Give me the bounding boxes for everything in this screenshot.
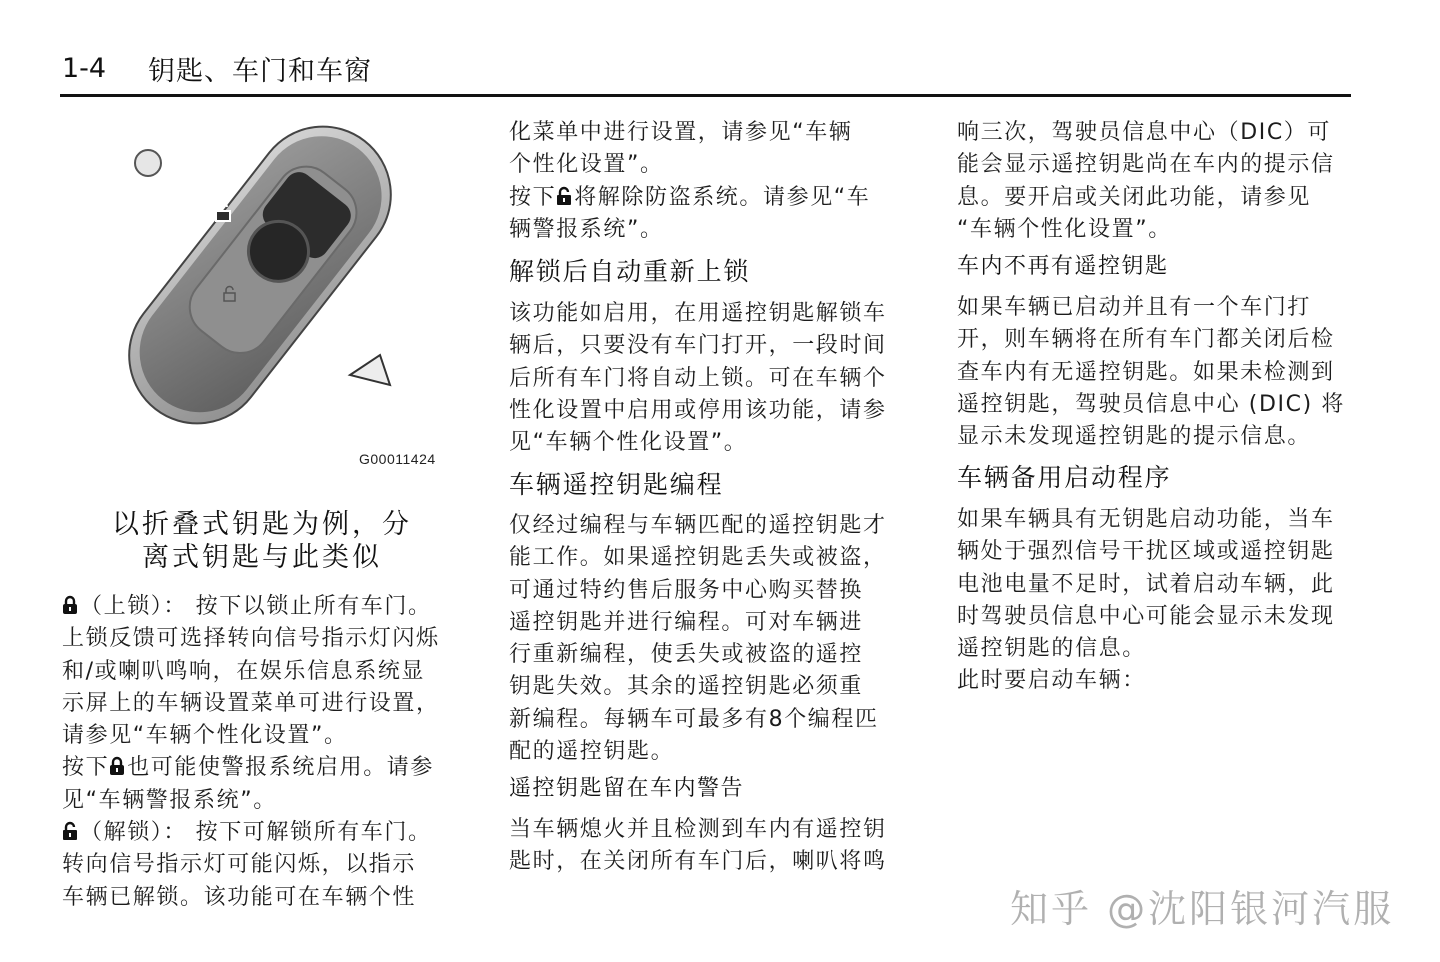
no-fob-paragraph: 如果车辆已启动并且有一个车门打 开，则车辆将在所有车门都关闭后检 查车内有无遥控钥匙。如果未检测到 遥控钥匙，驾驶员信息中心 (DIC) 将 显示未发现遥控钥匙的提示信息。 — [957, 295, 1345, 450]
figure-caption: 以折叠式钥匙为例，分 离式钥匙与此类似 — [112, 509, 412, 573]
fob-programming-paragraph: 仅经过编程与车辆匹配的遥控钥匙才 能工作。如果遥控钥匙丢失或被盗， 可通过特约售后服务中心购买替换 遥控钥匙并进行编程。可对车辆进 行重新编程，使丢失或被盗的遥控 钥匙失效。其余的遥控钥匙必须重 新编程。每辆车可最多有8个编程匹 配的遥控钥匙。 — [509, 513, 887, 765]
lock-icon — [62, 595, 78, 615]
backup-start-paragraph: 如果车辆具有无钥匙启动功能，当车 辆处于强烈信号干扰区域或遥控钥匙 电池电量不足时，试着启动车辆，此 时驾驶员信息中心可能会显示未发现 遥控钥匙的信息。 此时要启动车辆： — [957, 507, 1335, 694]
lock-paragraph: （上锁）： 按下以锁止所有车门。 上锁反馈可选择转向信号指示灯闪烁 和/或喇叭鸣响，在娱乐信息系统显 示屏上的车辆设置菜单可进行设置， 请参见“车辆个性化设置”。 按下 也可能使警报系统启用。请参 见“车辆警报系统”。 （解锁）： 按下可解锁所有车门。 转向信号指示灯可能闪烁，以指示 车辆已解锁。该功能可在车辆个性 — [62, 594, 440, 910]
section-heading-backup-start: 车辆备用启动程序 — [957, 463, 1172, 492]
section-heading-no-fob-in-vehicle: 车内不再有遥控钥匙 — [957, 254, 1169, 279]
page-number: 1-4 — [62, 52, 107, 84]
unlock-icon — [556, 186, 572, 206]
watermark: 知乎 @沈阳银河汽服 — [1010, 887, 1395, 931]
section-heading-fob-programming: 车辆遥控钥匙编程 — [509, 470, 724, 499]
continued-paragraph-right: 响三次，驾驶员信息中心（DIC）可 能会显示遥控钥匙尚在车内的提示信 息。要开启或关闭此功能，请参见 “车辆个性化设置”。 — [957, 120, 1335, 242]
page-header — [62, 48, 372, 88]
chapter-title: 钥匙、车门和车窗 — [148, 55, 372, 87]
lock-icon — [109, 756, 125, 776]
auto-relock-paragraph: 该功能如启用，在用遥控钥匙解锁车 辆后，只要没有车门打开，一段时间 后所有车门将自动上锁。可在车辆个 性化设置中启用或停用该功能，请参 见“车辆个性化设置”。 — [509, 301, 887, 456]
continued-paragraph: 化菜单中进行设置，请参见“车辆 个性化设置”。 按下 将解除防盗系统。请参见“车 辆警报系统”。 — [509, 120, 871, 242]
header-rule — [60, 94, 1351, 97]
section-heading-auto-relock: 解锁后自动重新上锁 — [509, 257, 751, 286]
fob-left-warning-paragraph: 当车辆熄火并且检测到车内有遥控钥 匙时，在关闭所有车门后，喇叭将鸣 — [509, 817, 887, 875]
key-fob-illustration — [100, 115, 420, 435]
section-heading-fob-left-warning: 遥控钥匙留在车内警告 — [509, 776, 745, 801]
figure-code: G00011424 — [359, 451, 436, 467]
unlock-icon — [62, 821, 78, 841]
